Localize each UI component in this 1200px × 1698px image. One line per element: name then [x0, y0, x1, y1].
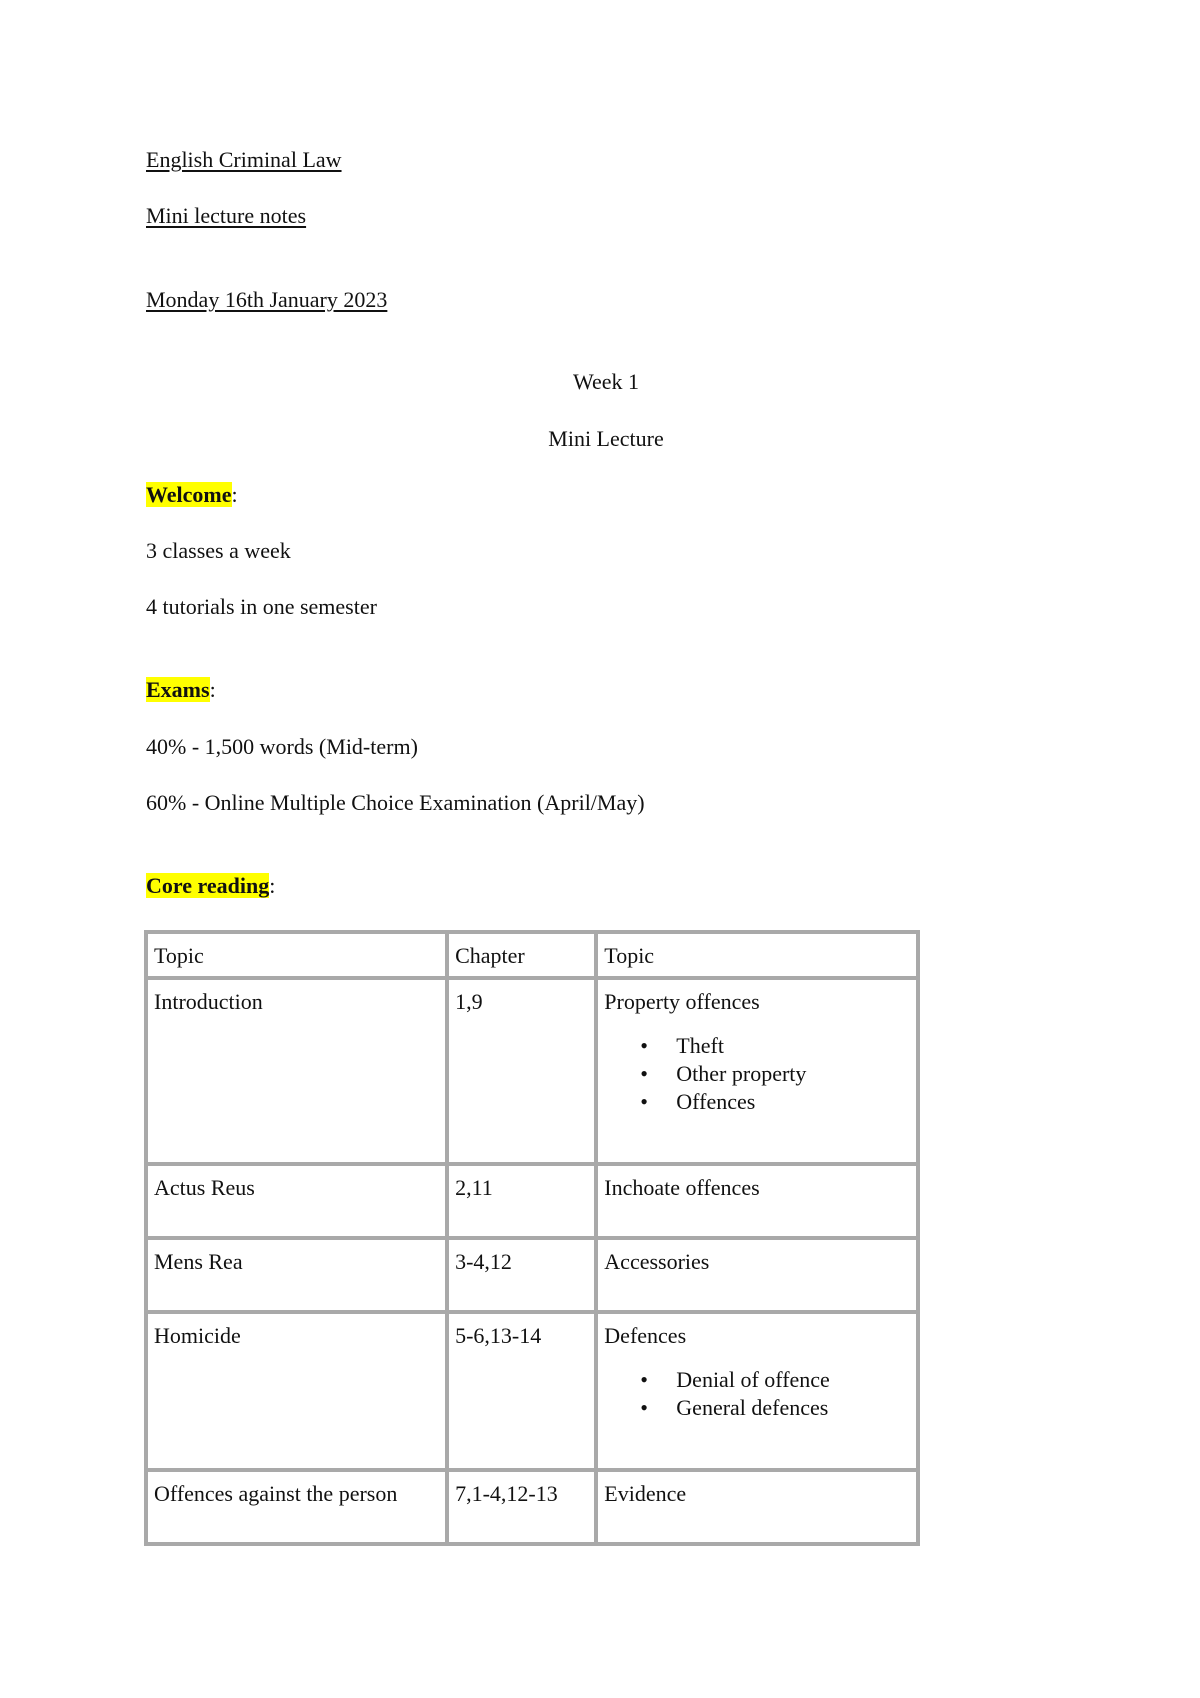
lecture-type: Mini Lecture	[548, 426, 664, 451]
topic2-bullet-list	[604, 1032, 910, 1116]
table-cell-chapter: 7,1-4,12-13	[447, 1470, 596, 1544]
table-header-cell: Chapter	[447, 932, 596, 978]
table-cell-topic2: Evidence	[596, 1470, 918, 1544]
list-item: • Denial of offence	[676, 1366, 910, 1394]
table-cell-topic2	[596, 1312, 918, 1470]
table-cell-chapter: 3-4,12	[447, 1238, 596, 1312]
topic2-label: Defences	[604, 1323, 687, 1348]
table-header-cell: Topic	[146, 932, 447, 978]
document-subtitle: Mini lecture notes	[146, 203, 307, 228]
table-row	[146, 978, 918, 1164]
topic2-label: Property offences	[604, 989, 760, 1014]
core-reading-heading: Core reading	[146, 873, 270, 898]
exams-heading-line: Exams:	[146, 677, 216, 702]
table-cell-topic: Offences against the person	[146, 1470, 447, 1544]
welcome-item: 3 classes a week	[146, 538, 291, 563]
table-cell-topic: Mens Rea	[146, 1238, 447, 1312]
table-cell-chapter: 5-6,13-14	[447, 1312, 596, 1470]
exams-heading: Exams	[146, 677, 210, 702]
table-cell-chapter: 2,11	[447, 1164, 596, 1238]
table-row	[146, 1470, 918, 1544]
table-cell-topic: Introduction	[146, 978, 447, 1164]
list-item: • Offences	[676, 1088, 910, 1116]
welcome-heading: Welcome	[146, 482, 232, 507]
table-cell-topic: Homicide	[146, 1312, 447, 1470]
list-item: • Other property	[676, 1060, 910, 1088]
table-row	[146, 1164, 918, 1238]
week-label: Week 1	[572, 369, 640, 394]
lecture-date: Monday 16th January 2023	[146, 287, 388, 312]
list-item: • General defences	[676, 1394, 910, 1422]
table-cell-topic2	[596, 978, 918, 1164]
table-cell-topic2: Inchoate offences	[596, 1164, 918, 1238]
table-row	[146, 1312, 918, 1470]
topic2-bullet-list	[604, 1366, 910, 1422]
core-reading-heading-line: Core reading:	[146, 873, 276, 898]
table-header-cell: Topic	[596, 932, 918, 978]
core-reading-table	[144, 930, 920, 1546]
document-title: English Criminal Law	[146, 147, 342, 172]
table-cell-topic: Actus Reus	[146, 1164, 447, 1238]
table-cell-chapter: 1,9	[447, 978, 596, 1164]
table-row	[146, 1238, 918, 1312]
welcome-item: 4 tutorials in one semester	[146, 594, 377, 619]
exam-item: 40% - 1,500 words (Mid-term)	[146, 734, 418, 759]
table-cell-topic2: Accessories	[596, 1238, 918, 1312]
welcome-heading-line: Welcome:	[146, 482, 238, 507]
table-header-row	[146, 932, 918, 978]
list-item: • Theft	[676, 1032, 910, 1060]
exam-item: 60% - Online Multiple Choice Examination (April/May)	[146, 790, 645, 815]
